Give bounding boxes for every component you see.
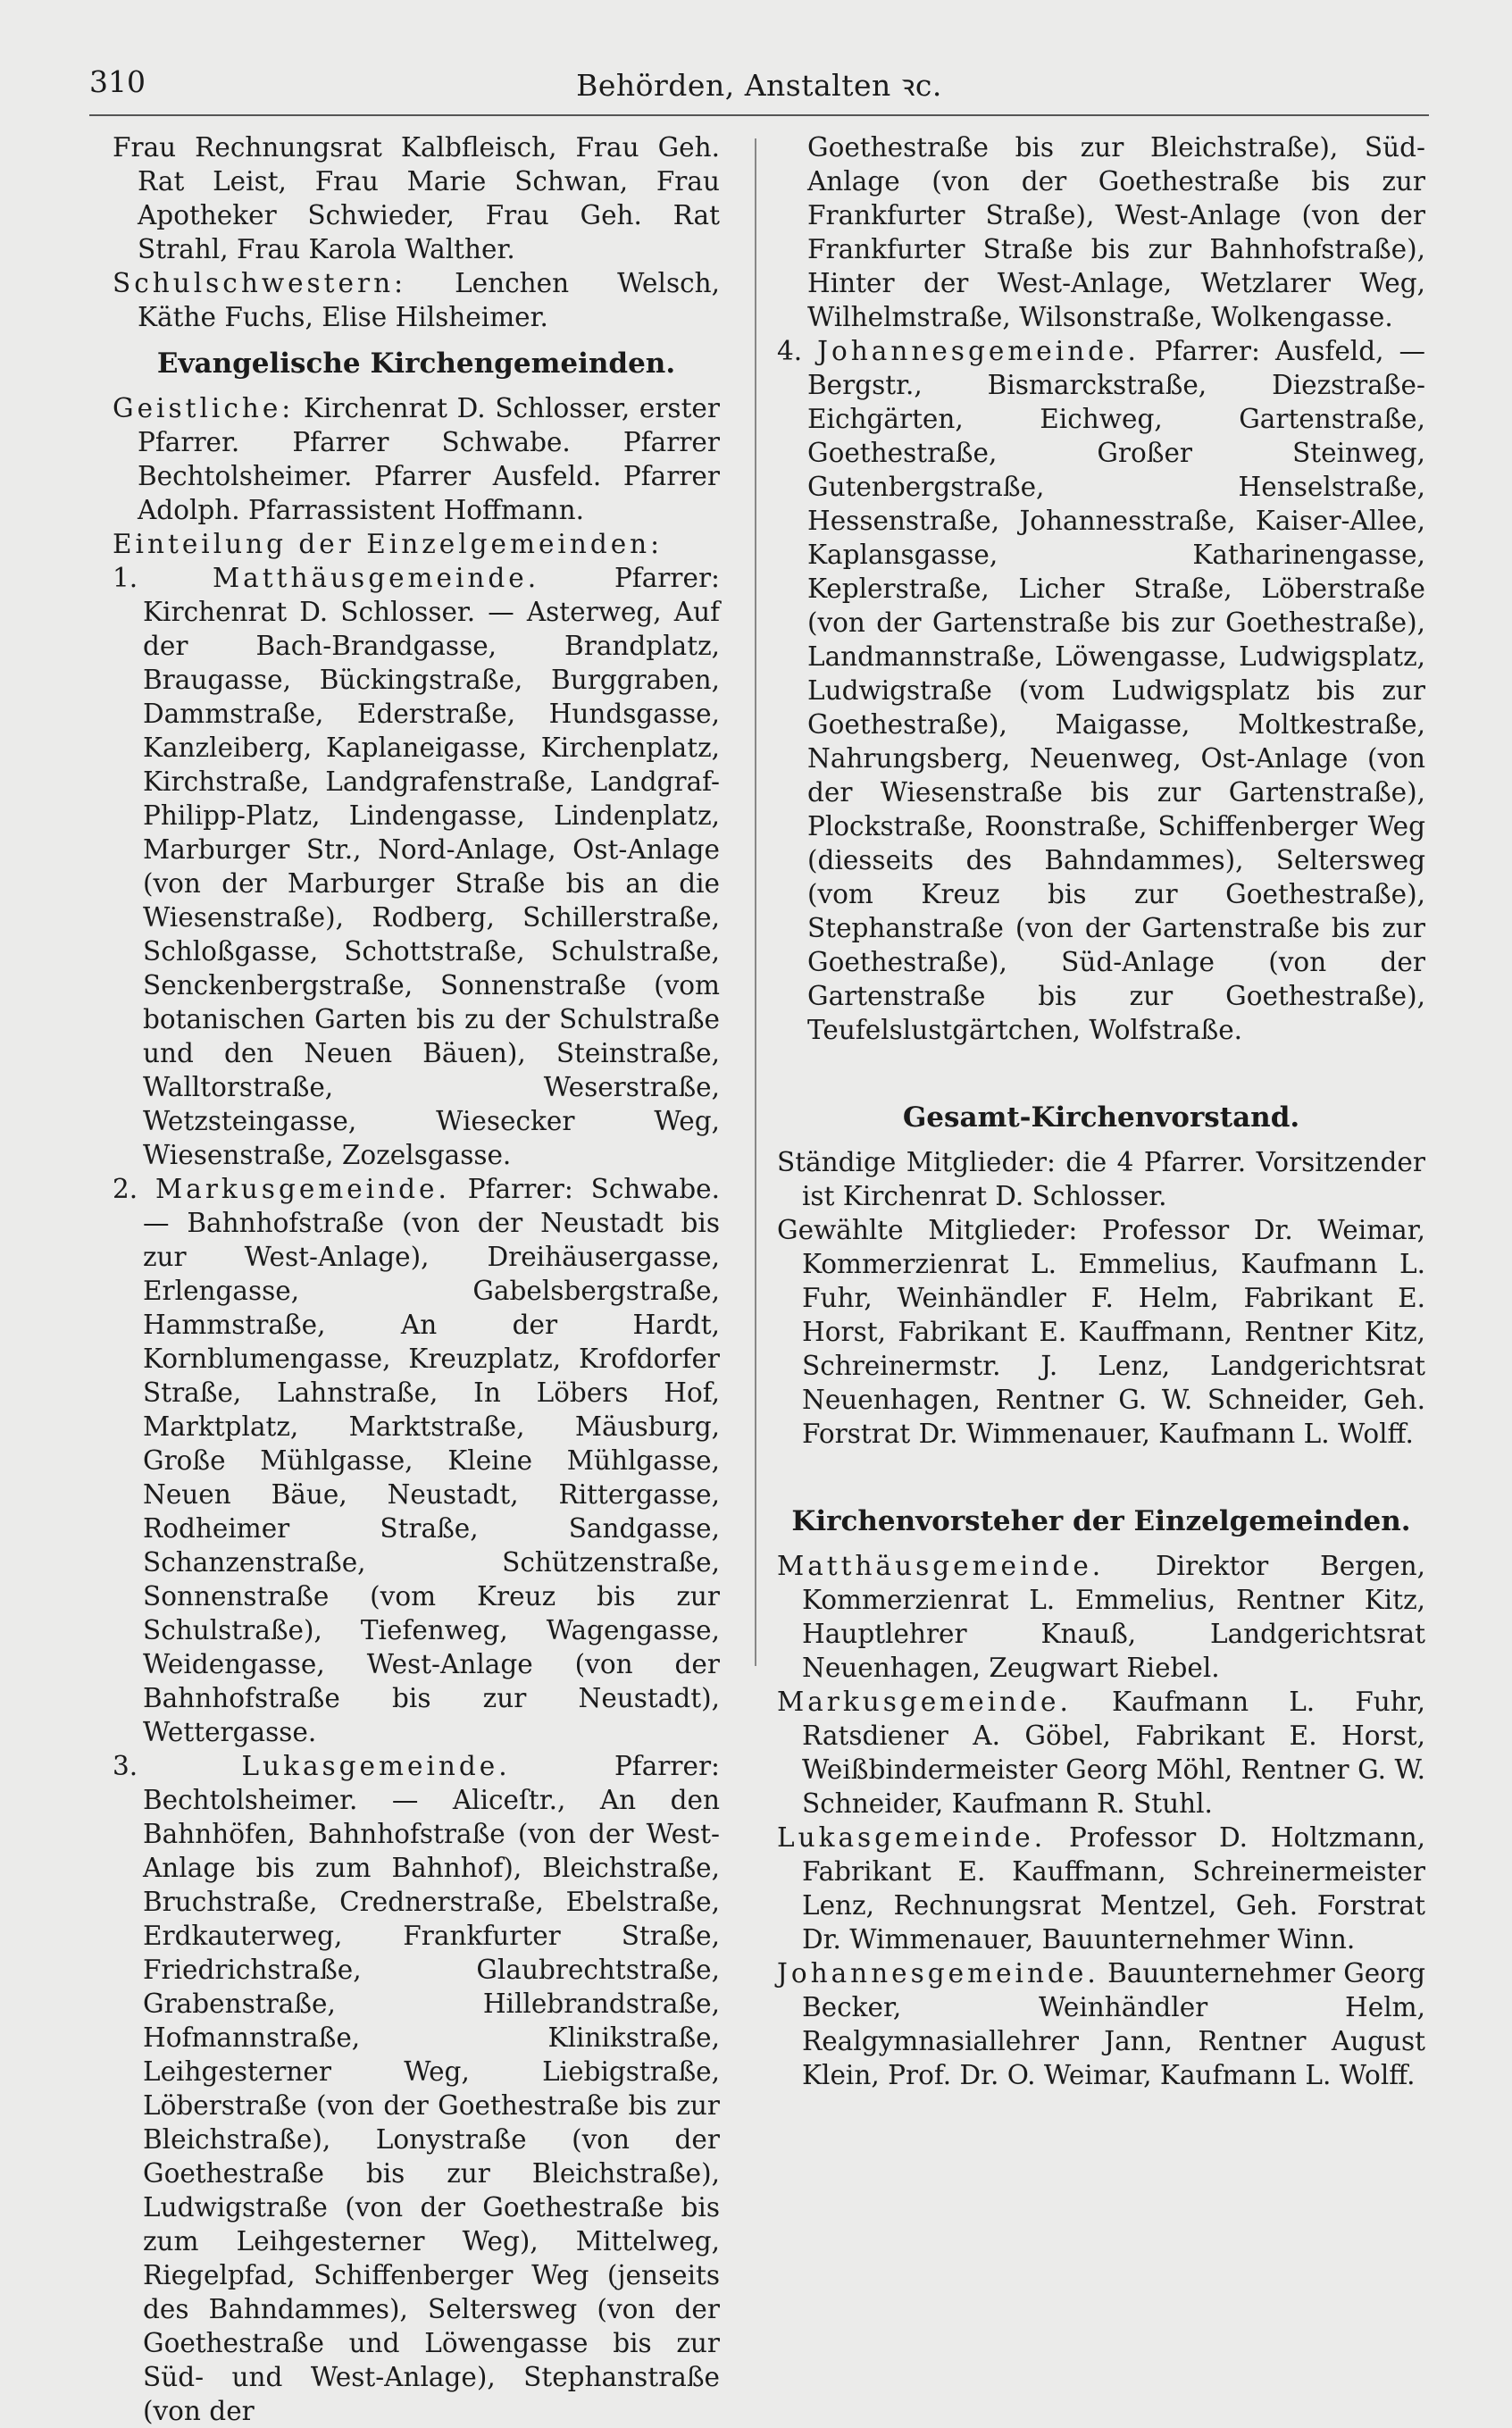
parish-name: Matthäusgemeinde. [777, 1551, 1105, 1581]
parish-entry-2 [113, 1172, 720, 1749]
entry-number: 3. [113, 1751, 138, 1781]
section-heading-vorsteher: Kirchenvorsteher der Einzelgemeinden. [791, 1505, 1411, 1537]
parish-name: Markusgemeinde. [155, 1174, 450, 1204]
geistliche-text: Kirchenrat D. Schlosser, erster Pfarrer. Pfarrer Schwabe. Pfarrer Bechtolsheimer. Pfarrer Ausfeld. Pfarrer Adolph. Pfarrassistent Hoffmann. [138, 393, 720, 525]
einteilung-label: Einteilung der Einzelgemeinden: [113, 529, 664, 559]
parish-name: Lukasgemeinde. [777, 1822, 1047, 1853]
vorsteher-entry-matthaeus [777, 1549, 1425, 1685]
parish-text: Pfarrer: Ausfeld, — Bergstr., Bismarckstraße, Diezstraße-Eichgärten, Eichweg, Gartenstraße, Goethestraße, Großer Steinweg, Gutenbergstraße, Henselstraße, Hessenstraße, Johannesstraße, Kaiser-Allee, Kaplansgasse, Katharinengasse, Keplerstraße, Licher Straße, Löberstraße (von der Gartenstraße bis zur Goethestraße), Landmannstraße, Löwengasse, Ludwigsplatz, Ludwigstraße (vom Ludwigsplatz bis zur Goethestraße), Maigasse, Moltkestraße, Nahrungsberg, Neuenweg, Ost-Anlage (von der Wiesenstraße bis zur Gartenstraße), Plockstraße, Roonstraße, Schiffenberger Weg (diesseits des Bahndammes), Seltersweg (vom Kreuz bis zur Goethestraße), Stephanstraße (von der Gartenstraße bis zur Goethestraße), Süd-Anlage (von der Gartenstraße bis zur Goethestraße), Teufelslustgärtchen, Wolfstraße. [807, 336, 1425, 1045]
parish-entry-3-continued: Goethestraße bis zur Bleichstraße), Süd-Anlage (von der Goethestraße bis zur Frankfurter Straße), West-Anlage (von der Frankfurter Straße bis zur Bahnhofstraße), Hinter der West-Anlage, Wetzlarer Weg, Wilhelmstraße, Wilsonstraße, Wolkengasse. [807, 132, 1425, 332]
geistliche-paragraph [113, 391, 720, 527]
vorsteher-text: Bauunternehmer Georg Becker, Weinhändler Helm, Realgymnasiallehrer Jann, Rentner August Klein, Prof. Dr. O. Weimar, Kaufmann L. Wolff. [802, 1958, 1425, 2090]
parish-name: Johannesgemeinde. [777, 1958, 1099, 1988]
entry-number: 2. [113, 1174, 138, 1204]
staendige-mitglieder: Ständige Mitglieder: die 4 Pfarrer. Vorsitzender ist Kirchenrat D. Schlosser. [777, 1147, 1425, 1211]
entry-number: 4. [777, 336, 803, 366]
schulschwestern-label: Schulschwestern: [113, 268, 407, 298]
spacer [777, 1451, 1425, 1492]
parish-name: Lukasgemeinde. [241, 1751, 511, 1781]
section-heading-gesamt: Gesamt-Kirchenvorstand. [902, 1101, 1300, 1134]
left-column [113, 130, 720, 2428]
parish-text: Pfarrer: Bechtolsheimer. — Aliceſtr., An den Bahnhöfen, Bahnhofstraße (von der West-Anlage bis zum Bahnhof), Bleichstraße, Bruchstraße, Crednerstraße, Ebelstraße, Erdkauterweg, Frankfurter Straße, Friedrichstraße, Glaubrechtstraße, Grabenstraße, Hillebrandstraße, Hofmannstraße, Klinikstraße, Leihgesterner Weg, Liebigstraße, Löberstraße (von der Goethestraße bis zur Bleichstraße), Lonystraße (von der Goethestraße bis zur Bleichstraße), Ludwigstraße (von der Goethestraße bis zum Leihgesterner Weg), Mittelweg, Riegelpfad, Schiffenberger Weg (jenseits des Bahndammes), Seltersweg (von der Goethestraße und Löwengasse bis zur Süd- und West-Anlage), Stephanstraße (von der [143, 1751, 720, 2426]
parish-entry-1 [113, 561, 720, 1172]
vorsteher-text: Kaufmann L. Fuhr, Ratsdiener A. Göbel, Fabrikant E. Horst, Weißbindermeister Georg Möhl, Rentner G. W. Schneider, Kaufmann R. Stuhl. [802, 1687, 1425, 1819]
parish-entry-4 [777, 334, 1425, 1047]
parish-name: Johannesgemeinde. [817, 336, 1140, 366]
schulschwestern-paragraph [113, 266, 720, 334]
parish-name: Matthäusgemeinde. [212, 563, 540, 593]
column-divider [755, 138, 756, 1666]
vorsteher-text: Direktor Bergen, Kommerzienrat L. Emmelius, Rentner Kitz, Hauptlehrer Knauß, Landgerichtsrat Neuenhagen, Zeugwart Riebel. [802, 1551, 1425, 1683]
geistliche-label: Geistliche: [113, 393, 295, 423]
parish-entry-3 [113, 1749, 720, 2428]
schulschwestern-text: Lenchen Welsch, Käthe Fuchs, Elise Hilsheimer. [138, 268, 720, 332]
page-header [89, 64, 1429, 109]
parish-text: Pfarrer: Kirchenrat D. Schlosser. — Asterweg, Auf der Bach-Brandgasse, Brandplatz, Braugasse, Bückingstraße, Burggraben, Dammstraße, Ederstraße, Hundsgasse, Kanzleiberg, Kaplaneigasse, Kirchenplatz, Kirchstraße, Landgrafenstraße, Landgraf-Philipp-Platz, Lindengasse, Lindenplatz, Marburger Str., Nord-Anlage, Ost-Anlage (von der Marburger Straße bis an die Wiesenstraße), Rodberg, Schillerstraße, Schloßgasse, Schottstraße, Schulstraße, Senckenbergstraße, Sonnenstraße (vom botanischen Garten bis zu der Schulstraße und den Neuen Bäuen), Steinstraße, Walltorstraße, Weserstraße, Wetzsteingasse, Wiesecker Weg, Wiesenstraße, Zozelsgasse. [143, 563, 720, 1170]
gewaehlte-mitglieder: Gewählte Mitglieder: Professor Dr. Weimar, Kommerzienrat L. Emmelius, Kaufmann L. Fuhr, Weinhändler F. Helm, Fabrikant E. Horst, Fabrikant E. Kauffmann, Rentner Kitz, Schreinermstr. J. Lenz, Landgerichtsrat Neuenhagen, Rentner G. W. Schneider, Geh. Forstrat Dr. Wimmenauer, Kaufmann L. Wolff. [777, 1215, 1425, 1449]
vorsteher-entry-lukas [777, 1821, 1425, 1956]
right-column [777, 130, 1425, 2092]
section-heading-evangelische: Evangelische Kirchengemeinden. [156, 347, 676, 380]
entry-number: 1. [113, 563, 138, 593]
page-number: 310 [89, 64, 146, 99]
vorsteher-entry-markus [777, 1685, 1425, 1821]
parish-text: Pfarrer: Schwabe. — Bahnhofstraße (von der Neustadt bis zur West-Anlage), Dreihäusergasse, Erlengasse, Gabelsbergstraße, Hammstraße, An der Hardt, Kornblumengasse, Kreuzplatz, Krofdorfer Straße, Lahnstraße, In Löbers Hof, Marktplatz, Marktstraße, Mäusburg, Große Mühlgasse, Kleine Mühlgasse, Neuen Bäue, Neustadt, Rittergasse, Rodheimer Straße, Sandgasse, Schanzenstraße, Schützenstraße, Sonnenstraße (vom Kreuz bis zur Schulstraße), Tiefenweg, Wagengasse, Weidengasse, West-Anlage (von der Bahnhofstraße bis zur Neustadt), Wettergasse. [143, 1174, 720, 1747]
intro-paragraph: Frau Rechnungsrat Kalbfleisch, Frau Geh. Rat Leist, Frau Marie Schwan, Frau Apotheker Schwieder, Frau Geh. Rat Strahl, Frau Karola Walther. [113, 132, 720, 264]
running-title: Behörden, Anstalten ꝛc. [576, 68, 942, 103]
spacer [777, 1047, 1425, 1088]
header-rule [89, 114, 1429, 116]
vorsteher-entry-johannes [777, 1956, 1425, 2092]
vorsteher-text: Professor D. Holtzmann, Fabrikant E. Kauffmann, Schreinermeister Lenz, Rechnungsrat Mentzel, Geh. Forstrat Dr. Wimmenauer, Bauunternehmer Winn. [802, 1822, 1425, 1955]
parish-name: Markusgemeinde. [777, 1687, 1072, 1717]
